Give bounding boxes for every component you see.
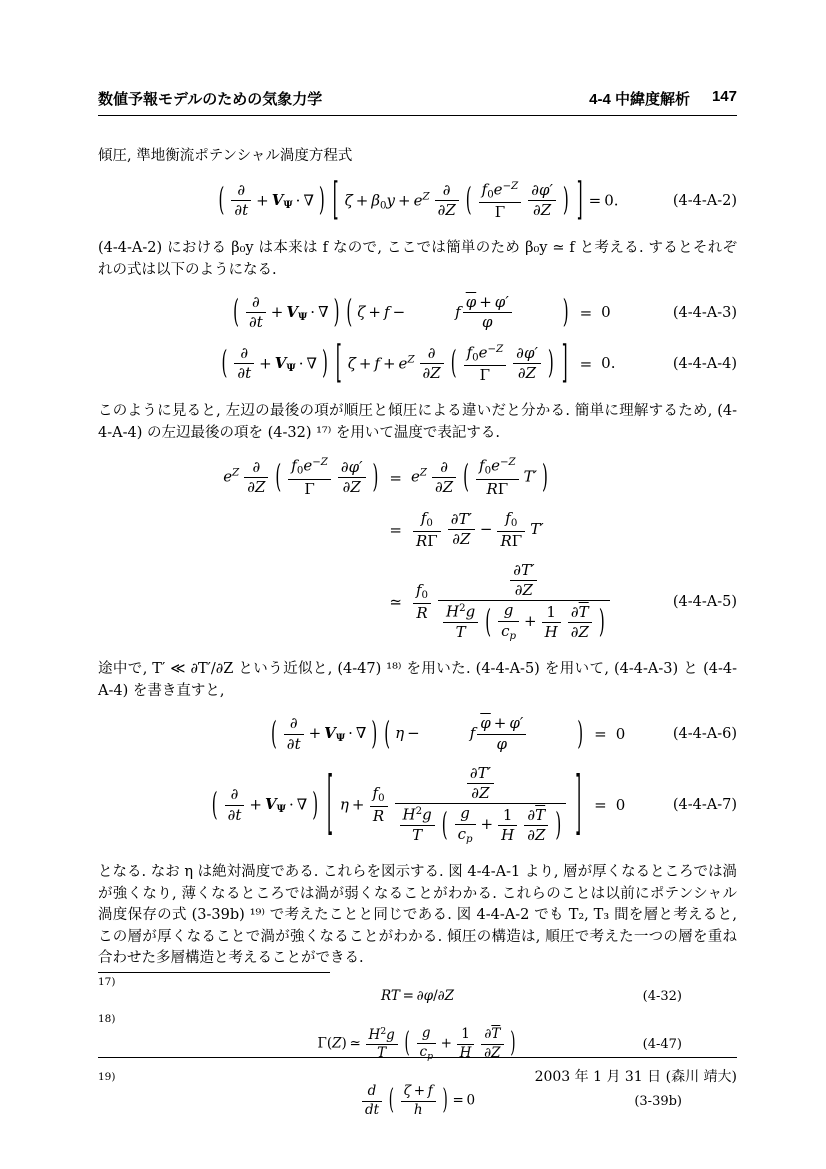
- page-header: [98, 88, 737, 116]
- equation-a7-tag: (4-4-A-7): [672, 797, 737, 814]
- footnotes-section: [98, 970, 737, 1127]
- footnote-equation-tag: (4-47): [642, 1036, 682, 1052]
- footnote-equation: $\frac{d}{dt}$ ( $\frac{\zeta + f}{h}$ ) = 0: [360, 1084, 475, 1118]
- footer-date: 2003 年 1 月 31 日 (森川 靖大): [534, 1069, 737, 1085]
- equation-a5-tag: (4-4-A-5): [672, 594, 737, 611]
- equation-a4-lhs: ( ∂ ∂t + $V_\Psi$ · ∇ ) [ $\zeta + f + e^Z$ ∂ ∂Z ( $\frac{f_0e^{-Z}}{\Gamma}$ $\frac{\partial\varphi'}{\partial Z}$ ) ]: [221, 336, 568, 389]
- header-page-number: 147: [711, 88, 737, 105]
- equation-group-a5: [98, 457, 737, 642]
- footnote-marker: 19): [98, 1071, 116, 1084]
- equation-a3-relation: =: [579, 303, 593, 322]
- footnote-equation: Γ(Z) ≃ $\frac{H^2g}{T}$ ( $\frac{g}{c_p}$ + $\frac{1}{H}$ $\frac{\partial\overline{T}}{\partial Z}$ ): [317, 1025, 516, 1062]
- equation-a5-row1-lhs: $e^Z$ ∂ ∂Z ( $\frac{f_0e^{-Z}}{\Gamma}$ $\frac{\partial\varphi'}{\partial Z}$ ): [223, 456, 379, 498]
- equation-a3-lhs: ( ∂ ∂t + $V_\Psi$ · ∇ ) ( ζ + f − f $\frac{\overline{\varphi} + \varphi'}{\varphi}$ ): [233, 292, 569, 332]
- equation-a6-relation: =: [594, 725, 607, 744]
- equation-a3-tag: (4-4-A-3): [672, 304, 737, 321]
- equation-group-a6-a7: [98, 715, 737, 845]
- paragraph-4: となる. なお η は絶対渦度である. これらを図示する. 図 4-4-A-1 より, 層が厚くなるところでは渦が強くなり, 薄くなるところでは渦が弱くなることがわかる. これらのことは以前にポテンシャル渦度保存の式 (3-39b) ¹⁹⁾ で考えたことと同じである. 図 4-4-A-2 でも T₂, T₃ 間を層と考えると, この層が厚くなることで渦が強くなることがわかる. 傾圧の構造は, 順圧で考えた一つの層を重ね合わせた多層構造と考えることができる.: [98, 864, 737, 967]
- equation-a5-row3-rhs: $\frac{f_0}{R}$ $\frac{\partial T'}{\partial Z}$ $\frac{H^2g}{T}$ ( $\frac{g}{c_p}$ + $\frac{1}{H}$ $\frac{\partial\overline{T}}{\partial Z}$ ): [411, 562, 612, 643]
- equation-a6-rhs: 0: [615, 724, 626, 743]
- equation-a7-lhs: ( ∂ ∂t + $V_\Psi$ · ∇ ) [ η + $\frac{f_0}{R}$ $\frac{\partial T'}{\partial Z}$ $\frac{H^2g}{T}$ ( $\frac{g}{c_p}$ + $\frac{1}{H}$ $\frac{\partial\overline{T}}{\partial Z}$ ) ]: [211, 760, 582, 845]
- equation-4-4-A-2: [98, 172, 737, 226]
- footnote-equation-tag: (3-39b): [634, 1093, 682, 1109]
- equation-tag: (4-4-A-2): [672, 192, 737, 209]
- header-book-title: 数値予報モデルのための気象力学: [98, 91, 323, 108]
- equation-a5-row2-relation: =: [389, 520, 402, 539]
- equation-a5-row1-relation: =: [389, 468, 402, 487]
- equation-a7-relation: =: [594, 796, 607, 815]
- page-footer: [98, 1057, 737, 1086]
- footnote-marker: 18): [98, 1013, 116, 1026]
- footnote-equation-tag: (4-32): [642, 989, 682, 1005]
- footnote-separator-rule: [98, 972, 330, 973]
- equation-a6-tag: (4-4-A-6): [672, 726, 737, 743]
- equation-a4-tag: (4-4-A-4): [672, 355, 737, 372]
- footnote-marker: 17): [98, 975, 116, 988]
- equation-group-a3-a4: [98, 292, 737, 389]
- paragraph-intro: 傾圧, 準地衡流ポテンシャル渦度方程式: [98, 148, 353, 164]
- equation-a5-row1-rhs: $e^Z$ ∂ ∂Z ( $\frac{f_0e^{-Z}}{R\Gamma}$ T′ ): [410, 456, 548, 498]
- equation-a4-relation: =: [579, 354, 593, 373]
- equation-a6-lhs: ( ∂ ∂t + $V_\Psi$ · ∇ ) ( η − f $\frac{\overline{\varphi} + \varphi'}{\varphi}$ ): [270, 713, 584, 753]
- equation-math: ( ∂ ∂t + $V_\Psi$ · ∇ ) [ $\zeta + \beta_0y + e^Z$ ∂ ∂Z ( $\frac{f_0e^{-Z}}{\Gamma}$ $\frac{\partial\varphi'}{\partial Z}$ ) ] = 0.: [218, 172, 619, 226]
- paragraph-2: このように見ると, 左辺の最後の項が順圧と傾圧による違いだと分かる. 簡単に理解するため, (4-4-A-4) の左辺最後の項を (4-32) ¹⁷⁾ を用いて温度で表記する.: [98, 403, 737, 441]
- paragraph-3: 途中で, T′ ≪ ∂T′/∂Z という近似と, (4-47) ¹⁸⁾ を用いた. (4-4-A-5) を用いて, (4-4-A-3) と (4-4-A-4) を書き直すと,: [98, 661, 737, 699]
- paragraph-1: (4-4-A-2) における β₀y は本来は f なので, ここでは簡単のため β₀y ≃ f と考える. するとそれぞれの式は以下のようになる.: [98, 240, 737, 278]
- equation-a5-row2-rhs: $\frac{f_0}{R\Gamma}$ $\frac{\partial T'}{\partial Z}$ − $\frac{f_0}{R\Gamma}$ T′: [411, 510, 544, 550]
- equation-a4-rhs: 0.: [601, 354, 616, 373]
- header-section-title: 4-4 中緯度解析: [589, 91, 690, 108]
- equation-a7-rhs: 0: [615, 795, 626, 814]
- header-right: [589, 88, 737, 109]
- footnote-equation: RT = ∂φ/∂Z: [380, 987, 455, 1004]
- footnote-17: [98, 976, 737, 1005]
- equation-a5-row3-relation: ≃: [389, 593, 402, 612]
- footnote-18: [98, 1013, 737, 1062]
- equation-a3-rhs: 0: [601, 303, 611, 322]
